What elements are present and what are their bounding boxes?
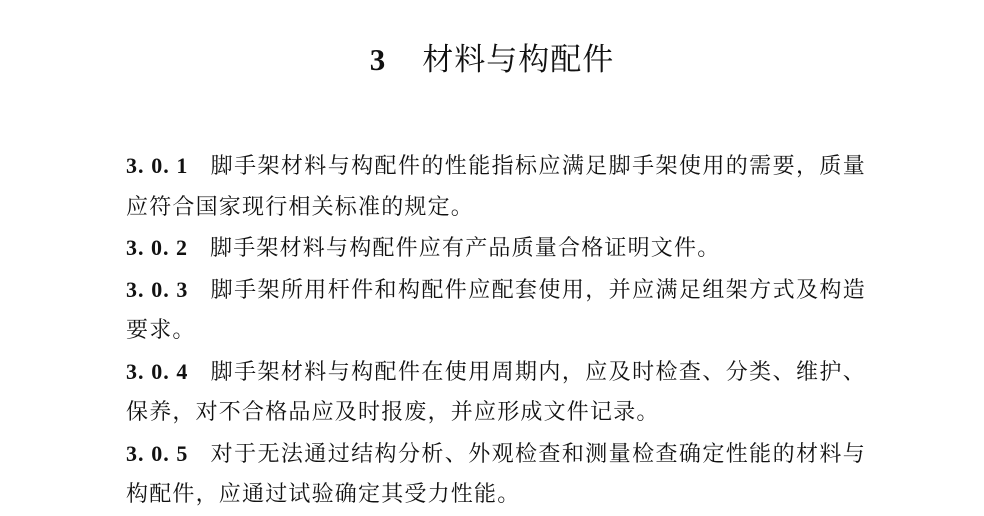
clause-number: 3. 0. 3 bbox=[126, 276, 189, 302]
clause-number: 3. 0. 5 bbox=[126, 440, 189, 466]
clause-3-0-1 bbox=[126, 146, 866, 228]
clause-number: 3. 0. 1 bbox=[126, 153, 189, 178]
clause-3-0-5 bbox=[126, 434, 866, 516]
clause-3-0-2 bbox=[126, 228, 866, 270]
clause-number: 3. 0. 4 bbox=[126, 358, 189, 384]
clause-text: 对于无法通过结构分析、外观检查和测量检查确定性能的材料与构配件，应通过试验确定其受力性能。 bbox=[126, 441, 867, 507]
clause-3-0-4 bbox=[126, 352, 866, 434]
clause-number: 3. 0. 2 bbox=[126, 235, 188, 260]
chapter-title: 材料与构配件 bbox=[422, 42, 615, 78]
clause-text: 脚手架材料与构配件应有产品质量合格证明文件。 bbox=[210, 236, 721, 261]
chapter-number: 3 bbox=[369, 42, 387, 77]
clause-text: 脚手架材料与构配件在使用周期内，应及时检查、分类、维护、保养，对不合格品应及时报废，并应形成文件记录。 bbox=[126, 359, 867, 425]
clause-text: 脚手架所用杆件和构配件应配套使用，并应满足组架方式及构造要求。 bbox=[126, 277, 867, 343]
clause-list bbox=[126, 146, 866, 516]
chapter-heading bbox=[0, 38, 984, 82]
clause-3-0-3 bbox=[126, 270, 866, 352]
clause-text: 脚手架材料与构配件的性能指标应满足脚手架使用的需要，质量应符合国家现行相关标准的规定。 bbox=[126, 154, 867, 220]
